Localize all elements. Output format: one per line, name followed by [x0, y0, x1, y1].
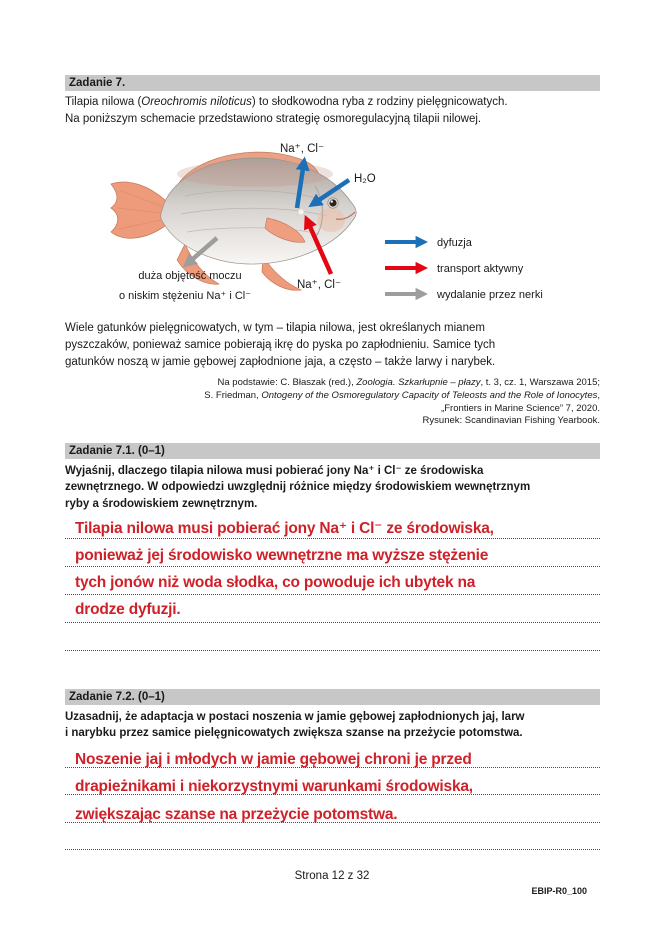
prompt-line: ryby a środowiskiem zewnętrznym.	[65, 497, 258, 510]
legend-active-transport-label: transport aktywny	[437, 263, 524, 275]
label-gills-in: Na⁺, Cl⁻	[296, 279, 342, 291]
task7-header-label: Zadanie 7.	[69, 77, 126, 89]
citation-text: S. Friedman,	[204, 389, 262, 401]
citation-title: Ontogeny of the Osmoregulatory Capacity of Teleosts and the Role of Ionocytes	[261, 389, 598, 401]
answer-line: Tilapia nilowa musi pobierać jony Na⁺ i Cl⁻ ze środowiska,	[75, 520, 494, 537]
intro-text: Tilapia nilowa (	[65, 96, 142, 108]
citation-line3: „Frontiers in Marine Science” 7, 2020.	[441, 402, 600, 414]
task7-intro-line1	[65, 94, 600, 111]
eye-icon	[329, 199, 336, 206]
citation-line1	[65, 377, 600, 390]
task7-1-header-label: Zadanie 7.1. (0–1)	[69, 445, 165, 457]
prompt-line: Wyjaśnij, dlaczego tilapia nilowa musi pobierać jony Na⁺ i Cl⁻ ze środowiska	[65, 465, 484, 477]
task7-2-answer-text	[75, 746, 605, 828]
form-code: EBIP-R0_100	[531, 886, 587, 896]
species-name: Oreochromis niloticus	[141, 96, 252, 108]
diagram-legend	[385, 237, 543, 301]
task7-intro-line2: Na poniższym schemacie przedstawiono strategię osmoregulacyjną tilapii nilowej.	[65, 113, 482, 125]
task7-2-prompt	[65, 709, 600, 742]
answer-line: drodze dyfuzji.	[75, 601, 181, 618]
citation-line2	[65, 390, 600, 403]
citation-line4: Rysunek: Scandinavian Fishing Yearbook.	[422, 415, 600, 427]
label-urine-line2: o niskim stężeniu Na⁺ i Cl⁻	[118, 290, 252, 302]
task7-1-answer-text	[75, 515, 605, 623]
paragraph-line: gatunków noszą w jamie gębowej zapłodnione jaja, a często – także larwy i narybek.	[65, 356, 496, 368]
label-water-in: H₂O	[354, 173, 376, 185]
task7-paragraph	[65, 320, 600, 371]
task7-2-answer-area	[65, 740, 600, 852]
task7-1-header-bar	[65, 443, 600, 459]
task7-1-prompt	[65, 463, 600, 512]
citation-text: Na podstawie: C. Błaszak (red.),	[217, 377, 357, 388]
paragraph-line: Wiele gatunków pielęgnicowatych, w tym – tilapia nilowa, jest określanych mianem	[65, 322, 485, 334]
answer-line: zwiększając szanse na przeżycie potomstwa.	[75, 805, 398, 823]
prompt-line: i narybku przez samice pielęgnicowatych zwiększa szanse na przeżycie potomstwa.	[65, 727, 523, 740]
label-urine-line1: duża objętość moczu	[138, 270, 242, 282]
legend-kidney-label: wydalanie przez nerki	[437, 289, 543, 301]
paragraph-line: pyszczaków, ponieważ samice pobierają ikrę do pyska po zapłodnieniu. Samice tych	[65, 339, 496, 351]
osmoregulation-diagram	[65, 136, 600, 314]
cheek	[317, 208, 345, 232]
label-gills-out: Na⁺, Cl⁻	[279, 143, 325, 155]
task7-header-bar	[65, 75, 600, 91]
legend-diffusion-label: dyfuzja	[437, 237, 472, 249]
task7-1-answer-area	[65, 511, 600, 656]
answer-line: ponieważ jej środowisko wewnętrzne ma wyższe stężenie	[75, 547, 489, 564]
citation-title: Zoologia. Szkarłupnie – płazy	[356, 377, 481, 388]
gill-spot	[298, 209, 304, 215]
task7-2-header-label: Zadanie 7.2. (0–1)	[69, 691, 165, 703]
citation-text: ,	[597, 389, 600, 401]
page-number: Strona 12 z 32	[294, 870, 370, 882]
answer-line: tych jonów niż woda słodka, co powoduje ich ubytek na	[75, 574, 476, 591]
citation-text: , t. 3, cz. 1, Warszawa 2015;	[480, 377, 600, 388]
answer-line: Noszenie jaj i młodych w jamie gębowej chroni je przed	[75, 751, 472, 768]
prompt-line: zewnętrznego. W odpowiedzi uwzględnij różnice między środowiskiem wewnętrznym	[65, 481, 531, 494]
source-citation	[65, 377, 600, 428]
intro-text: ) to słodkowodna ryba z rodziny pielęgnicowatych.	[251, 96, 508, 108]
answer-ruled-line	[65, 623, 600, 651]
answer-line: drapieżnikami i niekorzystnymi warunkami środowiska,	[75, 778, 473, 796]
task7-intro	[65, 94, 600, 128]
prompt-line: Uzasadnij, że adaptacja w postaci noszenia w jamie gębowej zapłodnionych jaj, larw	[65, 711, 525, 723]
task7-2-header-bar	[65, 689, 600, 705]
